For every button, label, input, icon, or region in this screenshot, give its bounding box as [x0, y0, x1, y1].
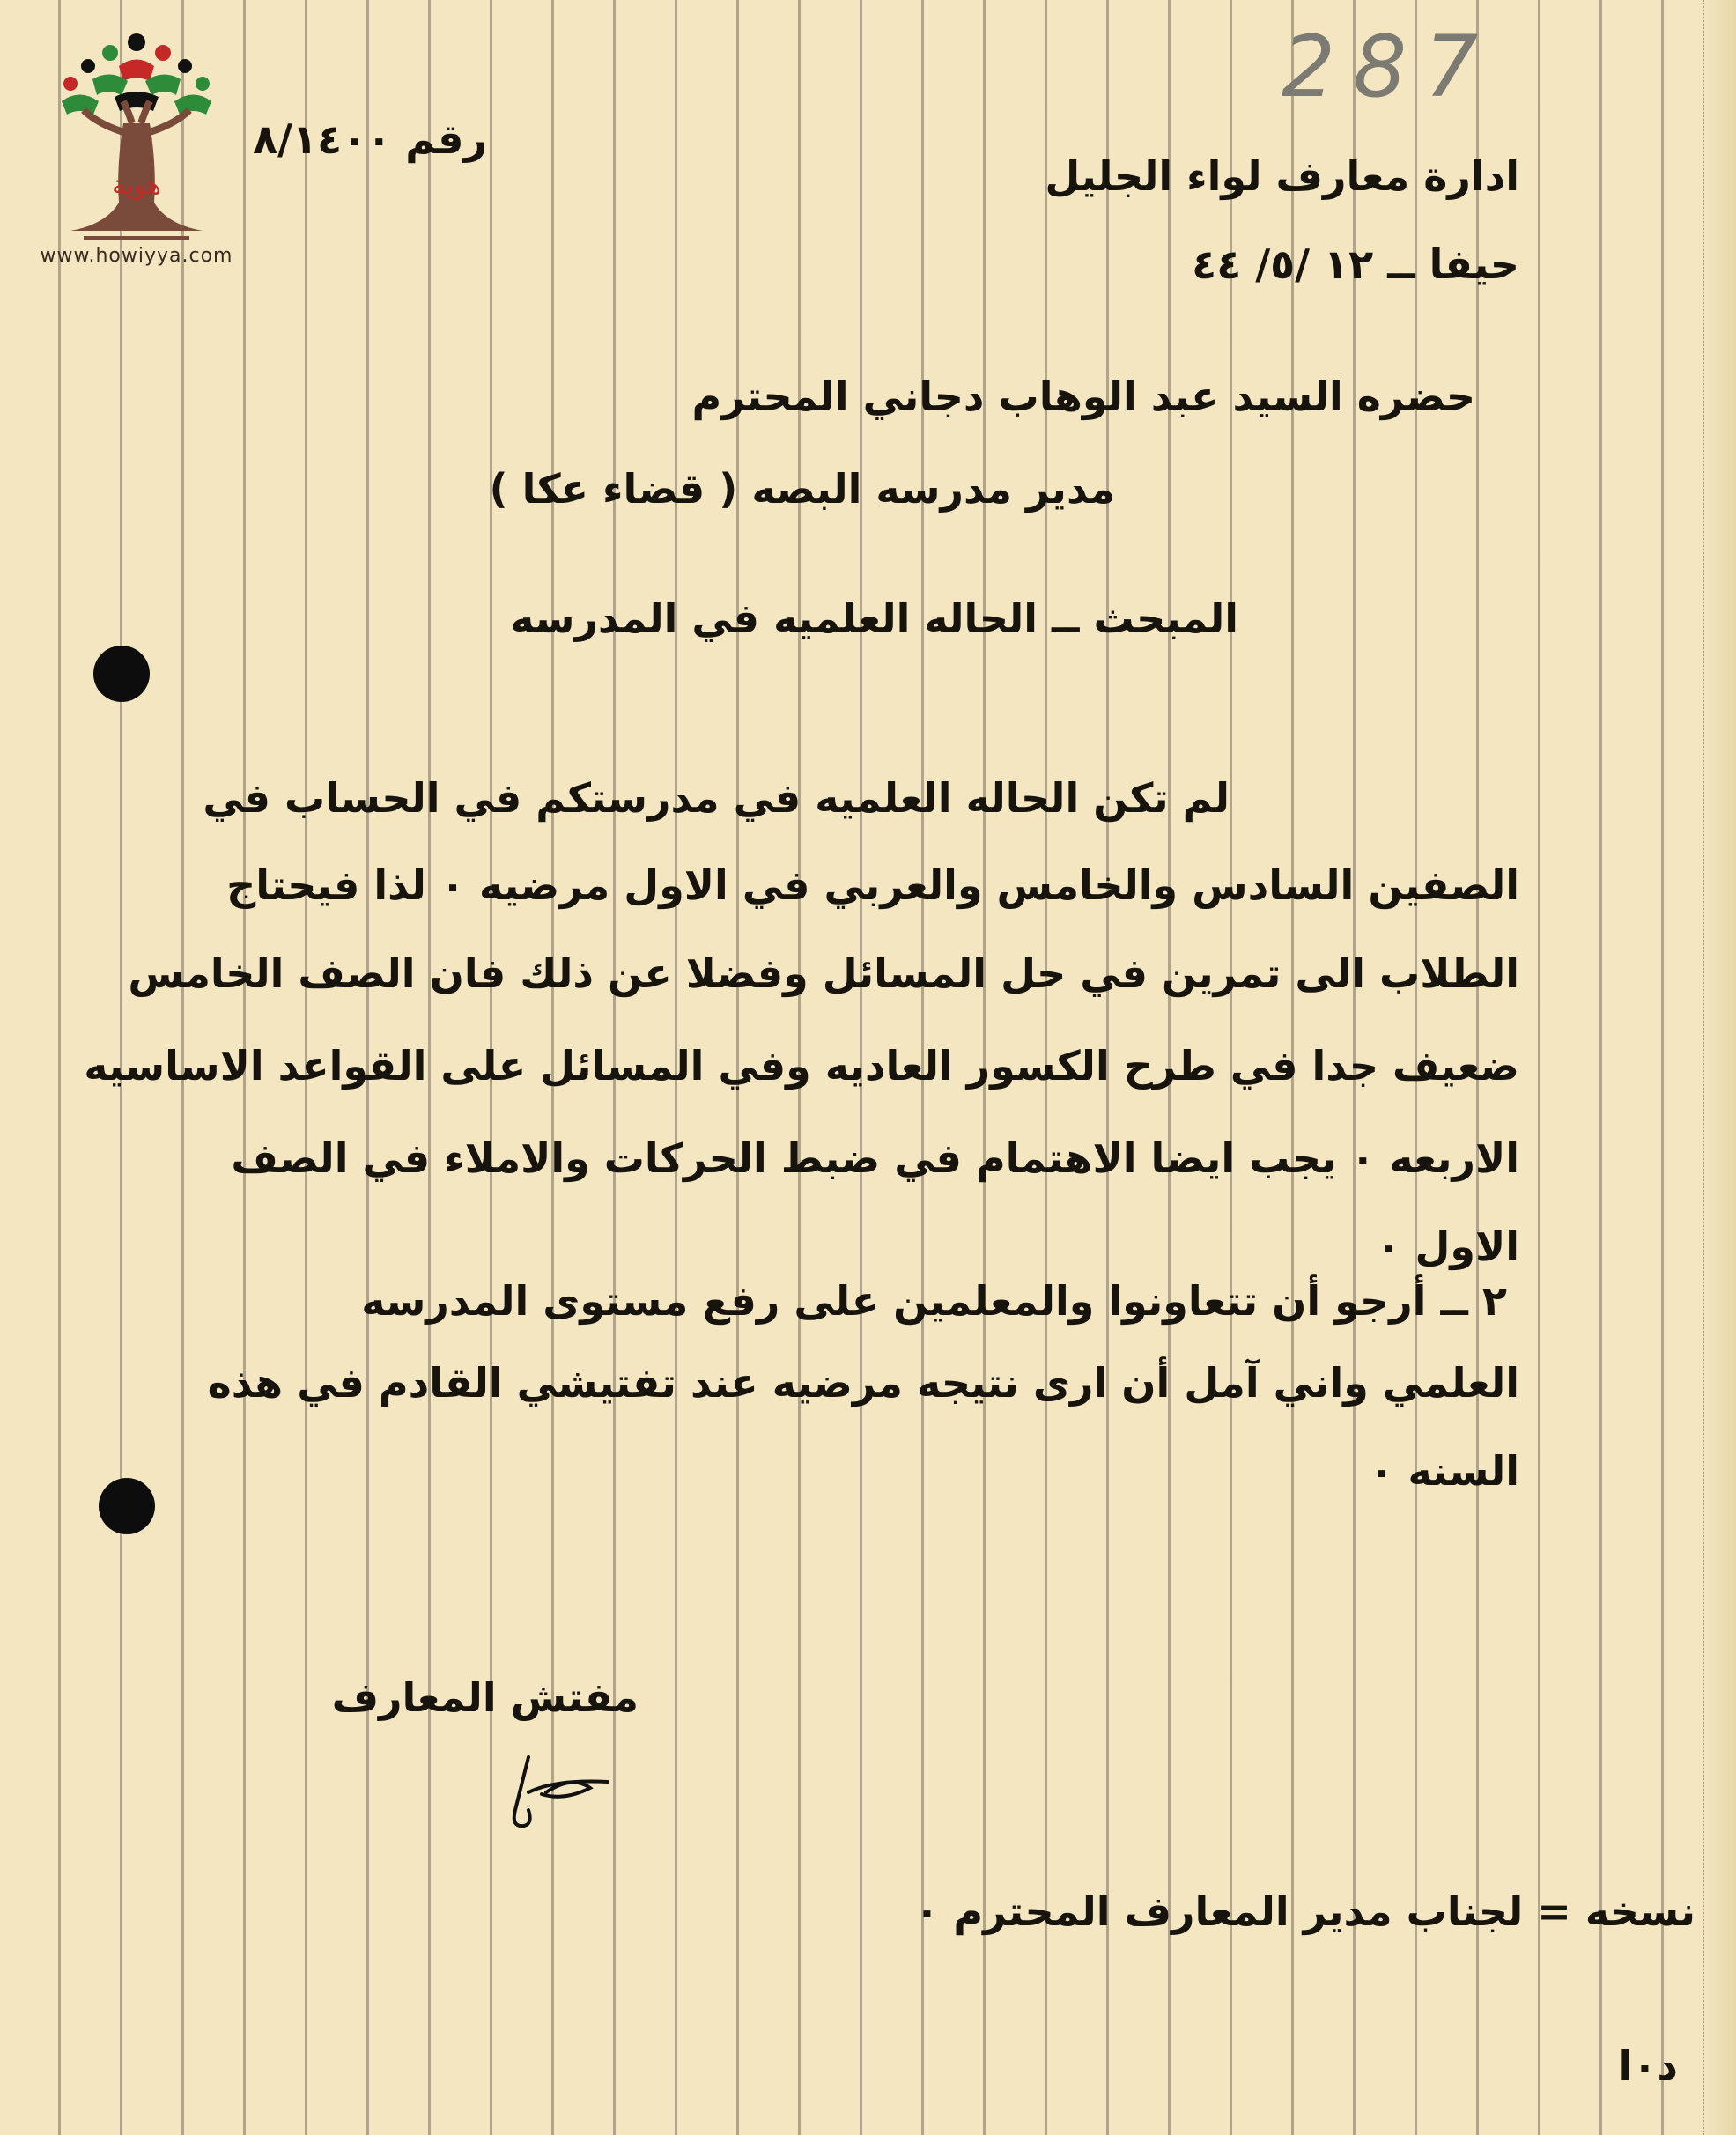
logo-word: هوية [112, 170, 161, 201]
place-date: حيفا ــ ١٢ /٥/ ٤٤ [1192, 240, 1519, 288]
body-line: الاول ٠ [1376, 1223, 1519, 1270]
body-line: الصفين السادس والخامس والعربي في الاول مرضيه ٠ لذا فيحتاج [226, 861, 1519, 909]
body-line: الطلاب الى تمرين في حل المسائل وفضلا عن ذلك فان الصف الخامس [128, 949, 1519, 997]
paper-edge [1703, 0, 1736, 2135]
body-line: الاربعه ٠ يجب ايضا الاهتمام في ضبط الحركات والاملاء في الصف [231, 1134, 1519, 1182]
howiyya-logo [35, 26, 238, 264]
body-line: ٢ ــ أرجو أن تتعاونوا والمعلمين على رفع مستوى المدرسه [361, 1277, 1507, 1325]
signoff-title: مفتش المعارف [331, 1673, 639, 1721]
body-line: السنه ٠ [1369, 1447, 1519, 1495]
archive-number: 287 [1282, 18, 1496, 116]
subject-line: المبحث ــ الحاله العلميه في المدرسه [510, 595, 1238, 642]
logo-url[interactable]: www.howiyya.com [40, 245, 233, 267]
signature [493, 1740, 634, 1836]
typist-initials: د٠ا [1618, 2042, 1678, 2089]
reference-number: رقم ٨/١٤٠٠ [253, 115, 487, 163]
recipient-name: حضره السيد عبد الوهاب دجاني المحترم [691, 373, 1475, 420]
body-line: لم تكن الحاله العلميه في مدرستكم في الحساب في [203, 774, 1230, 822]
recipient-title: مدير مدرسه البصه ( قضاء عكا ) [489, 465, 1115, 513]
department-heading: ادارة معارف لواء الجليل [1045, 152, 1519, 200]
body-line: العلمي واني آمل أن ارى نتيجه مرضيه عند تفتيشي القادم في هذه [207, 1359, 1519, 1407]
binder-hole [93, 646, 150, 702]
people-icon [62, 33, 211, 115]
binder-hole [99, 1478, 155, 1534]
copy-to-line: نسخه = لجناب مدير المعارف المحترم ٠ [914, 1888, 1695, 1935]
body-line: ضعيف جدا في طرح الكسور العاديه وفي المسائل على القواعد الاساسيه [84, 1042, 1519, 1090]
